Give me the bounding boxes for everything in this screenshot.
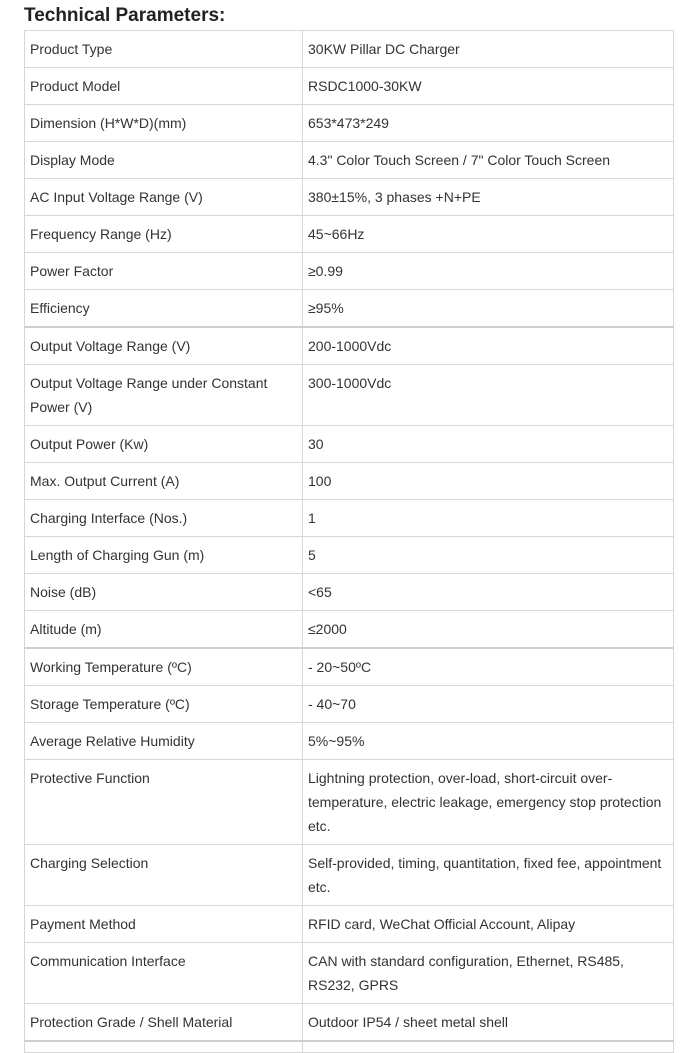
param-label: Frequency Range (Hz) xyxy=(25,216,303,253)
param-value: Self-provided, timing, quantitation, fixed fee, appointment etc. xyxy=(303,845,674,906)
table-row xyxy=(25,105,674,142)
table-row xyxy=(25,648,674,686)
param-label: Display Mode xyxy=(25,142,303,179)
param-value: 200-1000Vdc xyxy=(303,327,674,365)
table-row xyxy=(25,179,674,216)
table-row xyxy=(25,574,674,611)
param-label: Product Type xyxy=(25,31,303,68)
param-label: Communication Interface xyxy=(25,943,303,1004)
table-row xyxy=(25,1041,674,1053)
param-label: Average Relative Humidity xyxy=(25,723,303,760)
param-label: Length of Charging Gun (m) xyxy=(25,537,303,574)
param-value: ≥0.99 xyxy=(303,253,674,290)
param-label: Output Power (Kw) xyxy=(25,426,303,463)
page-title: Technical Parameters: xyxy=(24,5,226,26)
table-row xyxy=(25,686,674,723)
param-label: Dimension (H*W*D)(mm) xyxy=(25,105,303,142)
param-label: Protection Grade / Shell Material xyxy=(25,1004,303,1042)
table-row xyxy=(25,1004,674,1042)
param-value: ≥95% xyxy=(303,290,674,328)
param-value: 45~66Hz xyxy=(303,216,674,253)
table-row xyxy=(25,611,674,649)
param-label: Output Voltage Range (V) xyxy=(25,327,303,365)
table-row xyxy=(25,760,674,845)
table-row xyxy=(25,906,674,943)
param-value: 380±15%, 3 phases +N+PE xyxy=(303,179,674,216)
param-value: 30 xyxy=(303,426,674,463)
table-row xyxy=(25,253,674,290)
table-row xyxy=(25,327,674,365)
param-value: ≤2000 xyxy=(303,611,674,649)
param-value: 653*473*249 xyxy=(303,105,674,142)
table-row xyxy=(25,537,674,574)
param-label: AC Input Voltage Range (V) xyxy=(25,179,303,216)
param-label: Protective Function xyxy=(25,760,303,845)
param-label: Charging Selection xyxy=(25,845,303,906)
param-label: Noise (dB) xyxy=(25,574,303,611)
table-row xyxy=(25,723,674,760)
param-label: Working Temperature (ºC) xyxy=(25,648,303,686)
table-row xyxy=(25,463,674,500)
param-label: Product Model xyxy=(25,68,303,105)
param-value: 4.3" Color Touch Screen / 7" Color Touch Screen xyxy=(303,142,674,179)
param-value: 30KW Pillar DC Charger xyxy=(303,31,674,68)
param-label: Power Factor xyxy=(25,253,303,290)
param-label: Payment Method xyxy=(25,906,303,943)
param-value: RSDC1000-30KW xyxy=(303,68,674,105)
table-row xyxy=(25,290,674,328)
param-value: <65 xyxy=(303,574,674,611)
technical-parameters-table xyxy=(24,30,674,1053)
table-row xyxy=(25,216,674,253)
param-label: Efficiency xyxy=(25,290,303,328)
table-row xyxy=(25,68,674,105)
table-row xyxy=(25,500,674,537)
table-row xyxy=(25,943,674,1004)
table-cell-empty xyxy=(25,1041,303,1053)
param-label: Output Voltage Range under Constant Power (V) xyxy=(25,365,303,426)
table-cell-empty xyxy=(303,1041,674,1053)
param-value: Lightning protection, over-load, short-circuit over-temperature, electric leakage, emergency stop protection etc. xyxy=(303,760,674,845)
param-value: RFID card, WeChat Official Account, Alipay xyxy=(303,906,674,943)
param-label: Storage Temperature (ºC) xyxy=(25,686,303,723)
param-value: 100 xyxy=(303,463,674,500)
table-row xyxy=(25,31,674,68)
param-value: CAN with standard configuration, Ethernet, RS485, RS232, GPRS xyxy=(303,943,674,1004)
param-value: Outdoor IP54 / sheet metal shell xyxy=(303,1004,674,1042)
table-row xyxy=(25,845,674,906)
table-row xyxy=(25,142,674,179)
param-value: 5%~95% xyxy=(303,723,674,760)
table-row xyxy=(25,365,674,426)
param-value: - 20~50ºC xyxy=(303,648,674,686)
param-value: 5 xyxy=(303,537,674,574)
param-value: 1 xyxy=(303,500,674,537)
param-label: Charging Interface (Nos.) xyxy=(25,500,303,537)
table-row xyxy=(25,426,674,463)
param-value: 300-1000Vdc xyxy=(303,365,674,426)
param-label: Max. Output Current (A) xyxy=(25,463,303,500)
param-value: - 40~70 xyxy=(303,686,674,723)
param-label: Altitude (m) xyxy=(25,611,303,649)
